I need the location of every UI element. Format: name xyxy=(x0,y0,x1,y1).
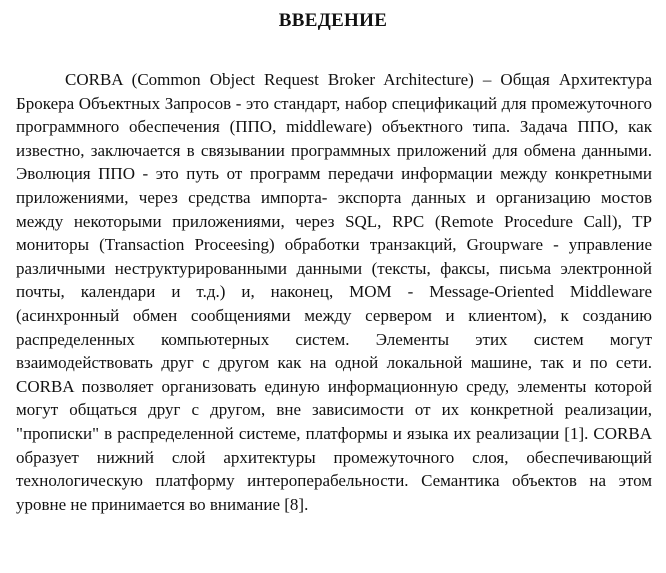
section-title: ВВЕДЕНИЕ xyxy=(278,10,388,31)
body-paragraph: CORBA (Common Object Request Broker Architecture) – Общая Архитектура Брокера Объектных Запросов - это стандарт, набор спецификаций для промежуточного программного обеспечения (ППО, middleware) объектного типа. Задача ППО, как известно, заключается в связывании программных приложений для обмена данными. Эволюция ППО - это путь от программ передачи информации между конкретными приложениями, через средства импорта- экспорта данных и организацию мостов между некоторыми приложениями, через SQL, RPC (Remote Procedure Call), TP мониторы (Transaction Proceesing) обработки транзакций, Groupware - управление различными неструктурированными данными (тексты, факсы, письма электронной почты, календари и т.д.) и, наконец, MOM - Message-Oriented Middleware (асинхронный обмен сообщениями между сервером и клиентом), к созданию распределенных компьютерных систем. Элементы этих систем могут взаимодействовать друг с другом как на одной локальной машине, так и по сети. CORBA позволяет организовать единую информационную среду, элементы которой могут общаться друг с другом, вне зависимости от их конкретной реализации, "прописки" в распределенной системе, платформы и языка их реализации [1]. CORBA образует нижний слой архитектуры промежуточного слоя, обеспечивающий технологическую платформу интероперабельности. Семантика объектов на этом уровне не принимается во внимание [8]. xyxy=(16,70,652,514)
